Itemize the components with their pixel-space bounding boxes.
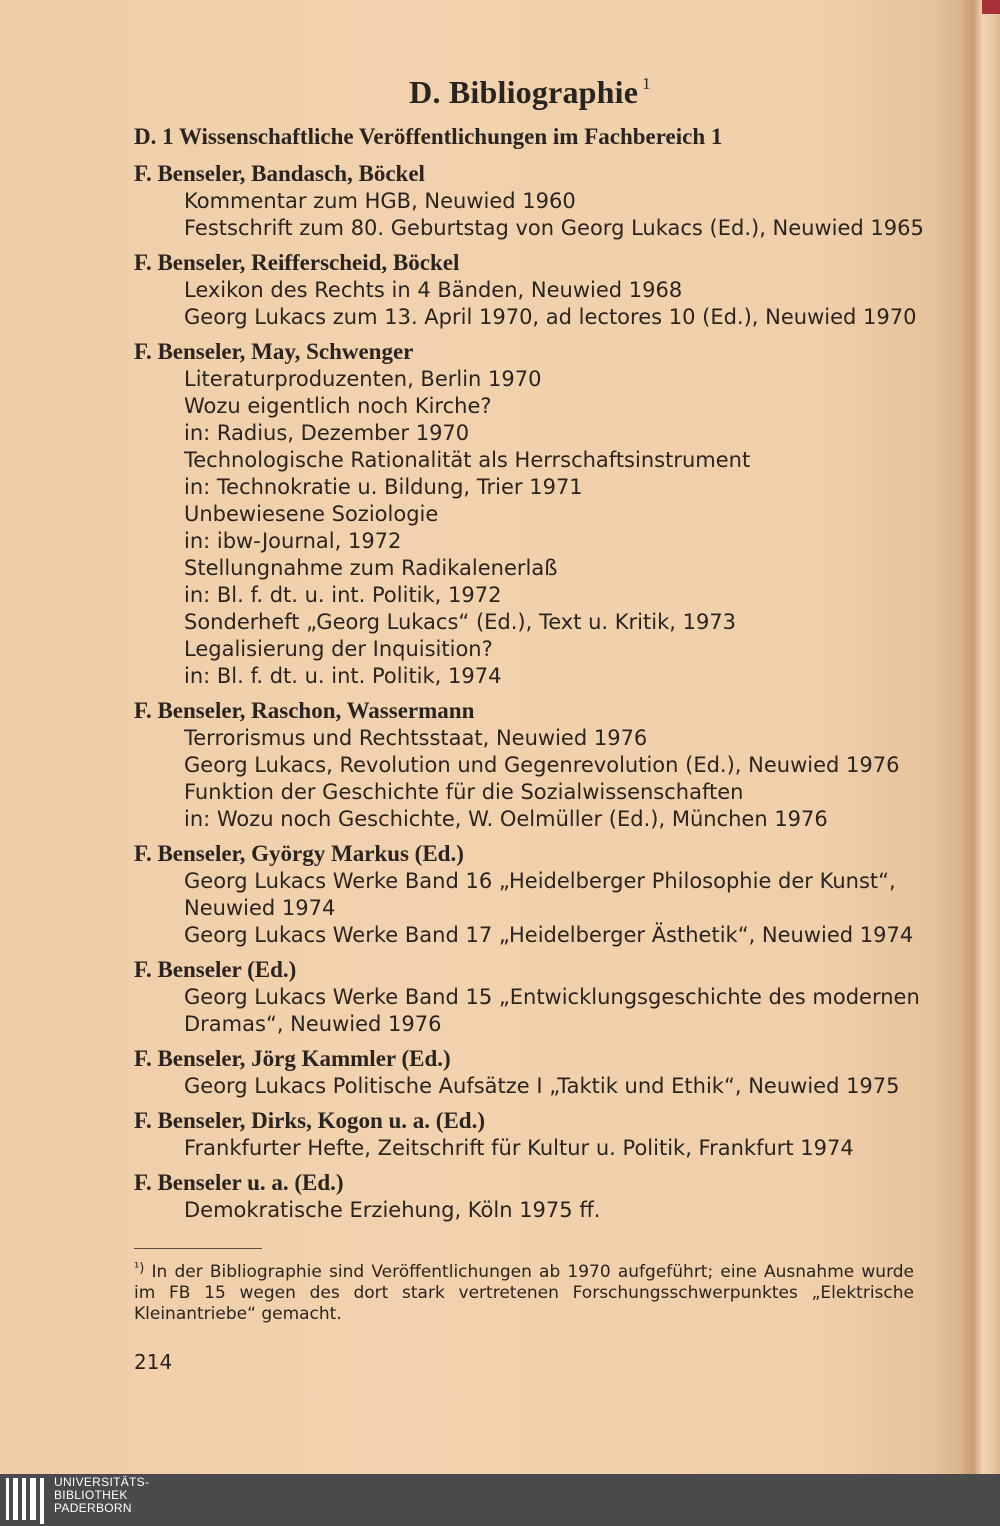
library-name-line: BIBLIOTHEK	[54, 1488, 128, 1502]
entry-item: Georg Lukacs, Revolution und Gegenrevolution (Ed.), Neuwied 1976	[184, 753, 900, 777]
title-text: D. Bibliographie	[409, 74, 639, 110]
entry-item: Unbewiesene Soziologie	[184, 502, 439, 526]
entry-item: Neuwied 1974	[184, 896, 336, 920]
entry-item: Georg Lukacs zum 13. April 1970, ad lectores 10 (Ed.), Neuwied 1970	[184, 305, 917, 329]
page-number: 214	[134, 1350, 173, 1374]
entry-group	[134, 840, 924, 949]
footnote-divider	[134, 1248, 262, 1249]
entry-group	[134, 1045, 924, 1100]
library-footer	[0, 1474, 1000, 1526]
entry-item: in: ibw-Journal, 1972	[184, 529, 402, 553]
entry-authors: F. Benseler, Bandasch, Böckel	[134, 161, 425, 186]
entry-authors: F. Benseler, György Markus (Ed.)	[134, 841, 464, 866]
entry-authors: F. Benseler, Dirks, Kogon u. a. (Ed.)	[134, 1108, 486, 1133]
entry-item: in: Bl. f. dt. u. int. Politik, 1974	[184, 664, 502, 688]
entry-item: Sonderheft „Georg Lukacs“ (Ed.), Text u. Kritik, 1973	[184, 610, 737, 634]
entry-group	[134, 338, 924, 690]
entry-authors: F. Benseler, Jörg Kammler (Ed.)	[134, 1046, 451, 1071]
entry-item: Festschrift zum 80. Geburtstag von Georg Lukacs (Ed.), Neuwied 1965	[184, 216, 924, 240]
entry-group	[134, 249, 924, 331]
library-name-line: UNIVERSITÄTS-	[54, 1475, 150, 1489]
entry-item: Georg Lukacs Werke Band 15 „Entwicklungsgeschichte des modernen	[184, 985, 920, 1009]
entry-authors: F. Benseler, Reifferscheid, Böckel	[134, 250, 460, 275]
entry-item: in: Wozu noch Geschichte, W. Oelmüller (Ed.), München 1976	[184, 807, 828, 831]
library-name-line: PADERBORN	[54, 1501, 132, 1515]
entry-item: Dramas“, Neuwied 1976	[184, 1012, 442, 1036]
entry-item: in: Bl. f. dt. u. int. Politik, 1972	[184, 583, 502, 607]
entry-item: Georg Lukacs Werke Band 16 „Heidelberger Philosophie der Kunst“,	[184, 869, 896, 893]
entry-item: Frankfurter Hefte, Zeitschrift für Kultur u. Politik, Frankfurt 1974	[184, 1136, 854, 1160]
footnote-mark: ¹)	[134, 1261, 145, 1276]
entry-item: Demokratische Erziehung, Köln 1975 ff.	[184, 1198, 601, 1222]
footnote-text: In der Bibliographie sind Veröffentlichungen ab 1970 aufgeführt; eine Ausnahme wurde im FB 15 wegen des dort stark vertretenen Forschungsschwerpunktes „Elektrische Kleinantriebe“ gemacht.	[134, 1262, 915, 1324]
page-edge	[962, 0, 1000, 1474]
entry-item: Wozu eigentlich noch Kirche?	[184, 394, 492, 418]
entry-item: Stellungnahme zum Radikalenerlaß	[184, 556, 558, 580]
library-name	[54, 1476, 149, 1515]
entry-item: Terrorismus und Rechtsstaat, Neuwied 1976	[184, 726, 648, 750]
entry-item: in: Technokratie u. Bildung, Trier 1971	[184, 475, 583, 499]
section-heading: D. 1 Wissenschaftliche Veröffentlichungen im Fachbereich 1	[134, 124, 723, 149]
entry-item: Legalisierung der Inquisition?	[184, 637, 493, 661]
entry-item: Technologische Rationalität als Herrschaftsinstrument	[184, 448, 751, 472]
entry-item: Literaturproduzenten, Berlin 1970	[184, 367, 542, 391]
entry-authors: F. Benseler, Raschon, Wassermann	[134, 698, 475, 723]
entry-group	[134, 1169, 924, 1224]
entry-item: Funktion der Geschichte für die Sozialwissenschaften	[184, 780, 744, 804]
entry-item: Georg Lukacs Politische Aufsätze I „Taktik und Ethik“, Neuwied 1975	[184, 1074, 900, 1098]
entry-group	[134, 160, 924, 242]
entry-authors: F. Benseler, May, Schwenger	[134, 339, 414, 364]
entry-item: Kommentar zum HGB, Neuwied 1960	[184, 189, 576, 213]
entry-group	[134, 1107, 924, 1162]
entry-group	[134, 697, 924, 833]
entry-group	[134, 956, 924, 1038]
title-footnote-ref: 1	[642, 74, 651, 93]
footnote	[134, 1258, 914, 1325]
entry-item: in: Radius, Dezember 1970	[184, 421, 470, 445]
bibliography-list	[134, 160, 924, 1231]
page-title	[0, 74, 1000, 111]
entry-item: Georg Lukacs Werke Band 17 „Heidelberger Ästhetik“, Neuwied 1974	[184, 923, 914, 947]
entry-item: Lexikon des Rechts in 4 Bänden, Neuwied 1968	[184, 278, 683, 302]
entry-authors: F. Benseler u. a. (Ed.)	[134, 1170, 344, 1195]
library-logo-icon	[4, 1478, 48, 1524]
bookmark-edge	[982, 0, 1000, 14]
entry-authors: F. Benseler (Ed.)	[134, 957, 297, 982]
